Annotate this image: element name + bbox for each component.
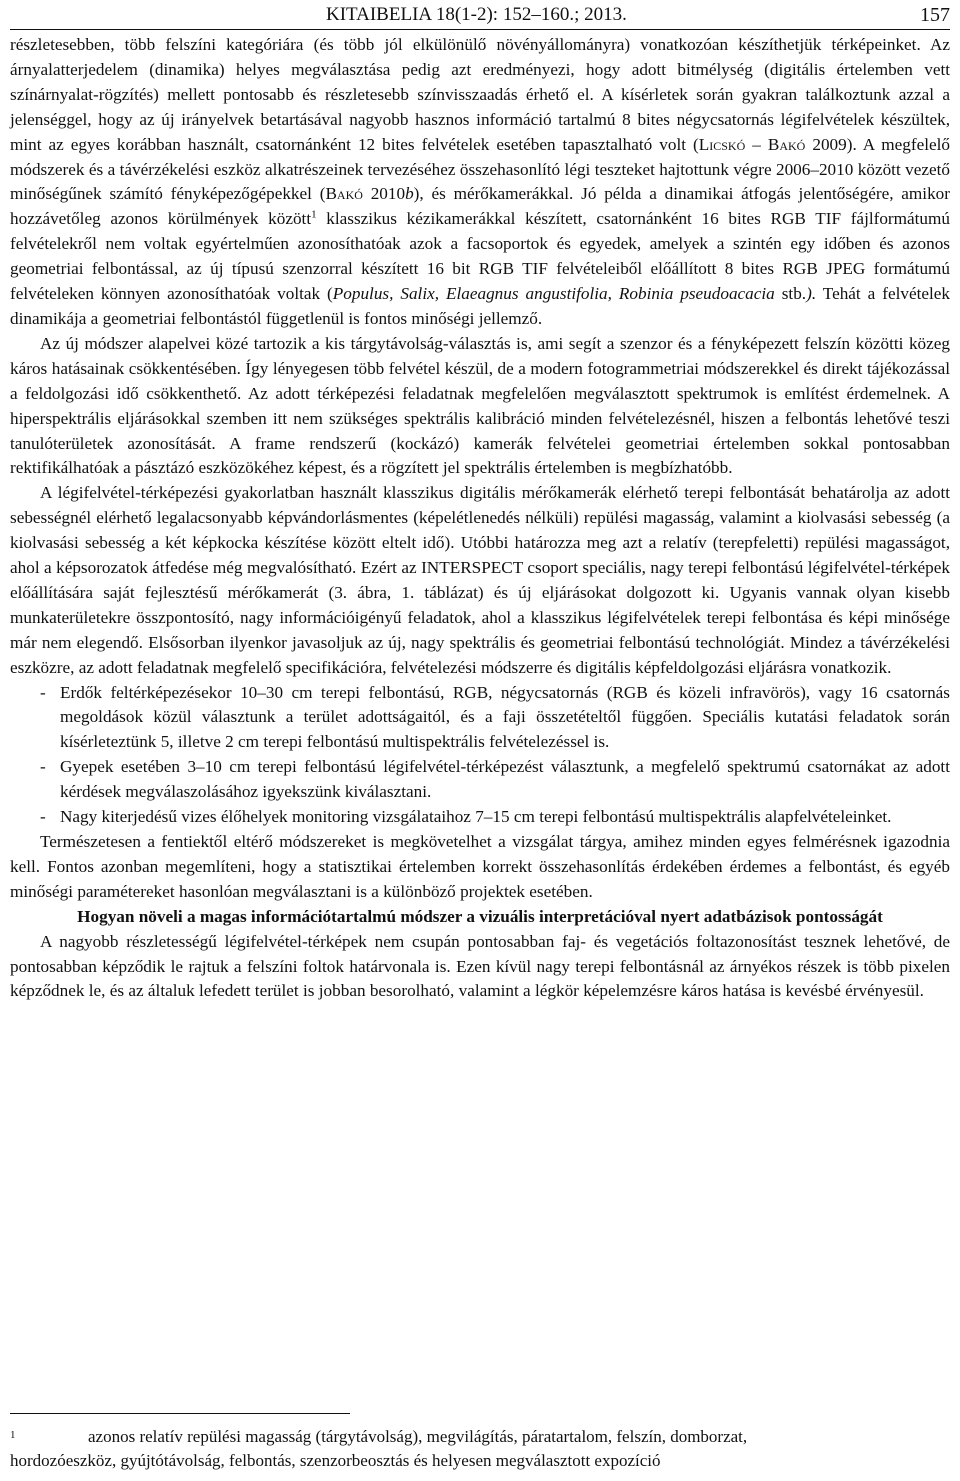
- page-number: 157: [920, 4, 950, 26]
- bullet-dash: -: [40, 757, 46, 777]
- p1-text-e: ), és mérőkamerákkal. Jó példa a dinamikai átfogás jelentőségére, amikor hozzávetőleg azonos körülmények között: [10, 184, 950, 229]
- bullet-dash: -: [40, 682, 46, 702]
- p1-text-g: stb.: [774, 284, 807, 304]
- citation-author-bako-2: Bakó: [325, 184, 363, 204]
- p1-text-c: 2009). A megfelelő módszerek és a távérzékelési eszköz alkatrészeinek tervezéséhez összehasonlító légi teszteket hajtottunk végre 2006–2010 között vezető minőségűnek számító fényképezőgépekkel (: [10, 134, 950, 204]
- footnote-line-2: hordozóeszköz, gyújtótávolság, felbontás, szenzorbeosztás és helyesen megválasztott expozíció: [10, 1451, 661, 1470]
- header-rule: [10, 29, 950, 30]
- running-header: [10, 2, 950, 32]
- paragraph-3: A légifelvétel-térképezési gyakorlatban használt klasszikus digitális mérőkamerák elérhető terepi felbontását behatárolja az adott sebességnél elérhető legalacsonyabb képvándorlásmentes (képelétlenedés nélküli) repülési magasság, valamint a kiolvasási sebesség (a kiolvasási sebesség a két képkocka készítése között eltelt idő). Utóbbi határozza meg azt a relatív (terepfeletti) repülési magasságot, ahol a képsorozatok átfedése még megvalósítható. Ezért az INTERSPECT csoport speciális, nagy terepi felbontású légifelvétel-térképek előállítására saját fejlesztésű mérőkamerát (3. ábra, 1. táblázat) és új eljárásokat dolgozott ki. Ugyanis vannak olyan kisebb munkaterületekre összpontosító, nagy információigényű feladatok, ahol a klasszikus légifelvételek terepi felbontása és képi minősége már nem elegendő. Elsősorban ilyenkor javasoljuk az új, nagy spektrális és geometriai felbontású technológiát. Mindez a távérzékelési eszközre, az adott feladatnak megfelelő specifikációra, felvételezési módszerre és digitális képfeldolgozási eljárásra vonatkozik.: [10, 483, 950, 677]
- paragraph-2: Az új módszer alapelvei közé tartozik a kis tárgytávolság-választás is, ami segít a szenzor és a fényképezett felszín közötti közeg káros hatásainak csökkentésében. Így lényegesen több felvétel készül, de a modern fotogrammetriai módszerekkel és direkt tájékozással a feldolgozási idő csökkenthető. Az adott térképezési feladatnak megfelelően megválasztott spektrumok is említést érdemelnek. A hiperspektrális eljárásokkal szemben itt nem szükséges spektrális kalibráció minden felvételezésnél, hiszen a felbontás lehetővé teszi tanulóterületek azonosítását. A frame rendszerű (kockázó) kamerák felvételei geometriai értelemben sokkal pontosabban rektifikálhatóak a pásztázó eszközökéhez képest, és a rögzített jel spektrális értelemben is megbízhatóbb.: [10, 333, 950, 478]
- paragraph-4: Természetesen a fentiektől eltérő módszereket is megkövetelhet a vizsgálat tárgya, amihez minden egyes felmérésnek igazodnia kell. Fontos azonban megemlíteni, hogy a statisztikai értelemben korrekt összehasonlítás érdekében érdemes a felbontást, és egyéb minőségi paramétereket hasonlóan megválasztani is a különböző projektek esetében.: [10, 832, 950, 901]
- citation-author-licsko: Licskó: [698, 134, 746, 154]
- footnote-mark: 1: [10, 1429, 16, 1441]
- paragraph-1: [10, 33, 950, 332]
- p1-text-a: részletesebben, több felszíni kategóriára (és több jól elkülönülő növényállományra) vonatkozóan készíthetjük térképeinket. Az árnyalatterjedelem (dinamika) helyes megválasztása pedig azt eredményezi, hogy adott bitmélység (digitális értelemben vett színárnyalat-rögzítés) mellett pontosabb és részletesebb színvisszaadás érhető el. A kísérletek során gyakran találkoztunk azzal a jelenséggel, hogy az új irányelvek betartásával nagyobb hasznos információ tartalmú 8 bites négycsatornás légifelvételek készültek, mint az egyes korábban használt, csatornánként 12 bites felvételek esetében tapasztalható volt (: [10, 35, 950, 154]
- paragraph-5: A nagyobb részletességű légifelvétel-térképek nem csupán pontosabban faj- és vegetációs foltazonosítást tesznek lehetővé, de pontosabban képződik le rajtuk a felszíni foltok határvonala is. Ezen kívül nagy terepi felbontásnál az árnyékos részek is több pixelen képződnek le, és az általuk lefedett terület is jobban besorolható, valamint a légkör képelemzésre káros hatása is kevésbé érvényesül.: [10, 931, 950, 1001]
- article-body: [10, 33, 950, 1004]
- bullet-dash: -: [40, 807, 46, 827]
- footnote-separator: [10, 1413, 350, 1414]
- footnote: [10, 1425, 950, 1473]
- list-item-text: Gyepek esetében 3–10 cm terepi felbontású légifelvétel-térképezést választunk, a megfelelő spektrumú csatornákat az adott kérdések megválaszolásához igyekszünk kiválasztani.: [60, 757, 950, 802]
- p1-text-b: –: [745, 134, 768, 154]
- p1-text-g2: ).: [806, 284, 817, 304]
- p1-text-h: Tehát a felvételek dinamikája a geometriai felbontástól függetlenül is fontos minőségi jellemző.: [10, 284, 950, 328]
- species-names: Populus, Salix, Elaeagnus angustifolia, Robinia pseudoacacia: [332, 284, 775, 304]
- section-heading: Hogyan növeli a magas információtartalmú módszer a vizuális interpretációval nyert adatbázisok pontosságát: [77, 906, 883, 926]
- list-item: [10, 805, 950, 830]
- footnote-text-1: azonos relatív repülési magasság (tárgytávolság), megvilágítás, páratartalom, felszín, domborzat,: [88, 1427, 748, 1446]
- list-item: [10, 755, 950, 805]
- citation-suffix: b: [405, 184, 414, 204]
- bullet-list: [10, 681, 950, 830]
- journal-citation: KITAIBELIA 18(1-2): 152–160.; 2013.: [326, 4, 627, 25]
- p1-text-f: klasszikus kézikamerákkal készített, csatornánként 16 bites RGB TIF fájlformátumú felvételekről nem voltak egyértelműen azonosíthatóak azok a facsoportok és egyedek, amelyek a szintén egy időben és azonos geometriai felbontással, az új típusú szenzorral készített 16 bit RGB TIF felvételeiből előállított 8 bites RGB JPEG formátumú felvételeken könnyen azonosíthatóak voltak (: [10, 209, 950, 304]
- footnote-line-1: [10, 1425, 950, 1449]
- footnote-reference: 1: [311, 208, 317, 221]
- citation-author-bako: Bakó: [767, 134, 806, 154]
- list-item-text: Nagy kiterjedésű vizes élőhelyek monitoring vizsgálataihoz 7–15 cm terepi felbontású multispektrális alapfelvételeinket.: [60, 807, 892, 827]
- list-item-text: Erdők feltérképezésekor 10–30 cm terepi felbontású, RGB, négycsatornás (RGB és közeli infravörös), vagy 16 csatornás megoldások közül választunk a terület adottságaitól, és a faji összetételtől függően. Speciális kutatási feladatok során kísérleteztünk 5, illetve 2 cm terepi felbontású multispektrális felvételezéssel is.: [60, 682, 950, 752]
- p1-text-d: 2010: [362, 184, 406, 204]
- list-item: [10, 681, 950, 756]
